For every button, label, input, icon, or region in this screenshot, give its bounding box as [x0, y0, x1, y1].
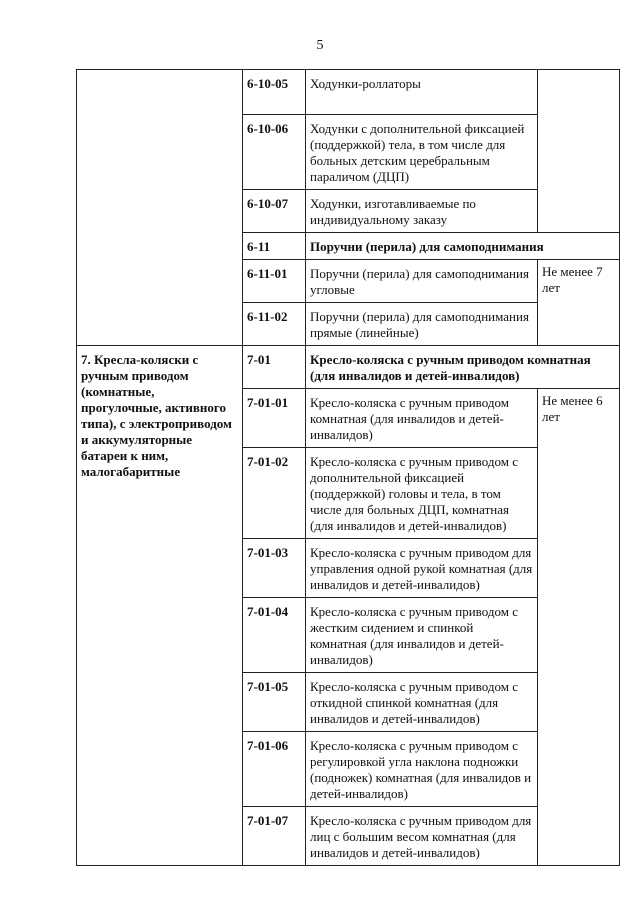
group-cell-empty [77, 70, 243, 346]
item-name: Кресло-коляска с ручным приводом для лиц с большим весом комнатная (для инвалидов и детей-инвалидов) [306, 807, 538, 866]
classification-table [76, 69, 620, 866]
item-code: 7-01-07 [243, 807, 306, 866]
item-name: Кресло-коляска с ручным приводом комнатная (для инвалидов и детей-инвалидов) [306, 346, 620, 389]
table-row [77, 70, 620, 115]
item-name: Кресло-коляска с ручным приводом с откидной спинкой комнатная (для инвалидов и детей-инвалидов) [306, 673, 538, 732]
item-code: 6-11-02 [243, 303, 306, 346]
item-code: 6-11-01 [243, 260, 306, 303]
item-code: 7-01-03 [243, 539, 306, 598]
group-cell: 7. Кресла-коляски с ручным приводом (комнатные, прогулочные, активного типа), с электроприводом и аккумуляторные батареи к ним, малогабаритные [77, 346, 243, 866]
term-cell-empty [538, 70, 620, 233]
item-name: Кресло-коляска с ручным приводом с регулировкой угла наклона подножки (подножек) комнатная (для инвалидов и детей-инвалидов) [306, 732, 538, 807]
item-name: Кресло-коляска с ручным приводом для управления одной рукой комнатная (для инвалидов и детей-инвалидов) [306, 539, 538, 598]
item-name: Поручни (перила) для самоподнимания прямые (линейные) [306, 303, 538, 346]
item-name: Кресло-коляска с ручным приводом с жестким сидением и спинкой комнатная (для инвалидов и детей-инвалидов) [306, 598, 538, 673]
item-code: 7-01 [243, 346, 306, 389]
item-name: Поручни (перила) для самоподнимания [306, 233, 620, 260]
item-name: Кресло-коляска с ручным приводом комнатная (для инвалидов и детей-инвалидов) [306, 389, 538, 448]
item-code: 6-10-07 [243, 190, 306, 233]
item-code: 6-11 [243, 233, 306, 260]
page-number: 5 [316, 38, 324, 53]
term-cell: Не менее 7 лет [538, 260, 620, 346]
item-code: 7-01-06 [243, 732, 306, 807]
item-code: 7-01-01 [243, 389, 306, 448]
item-name: Ходунки, изготавливаемые по индивидуальному заказу [306, 190, 538, 233]
term-cell: Не менее 6 лет [538, 389, 620, 866]
item-code: 7-01-05 [243, 673, 306, 732]
item-code: 7-01-04 [243, 598, 306, 673]
item-code: 6-10-05 [243, 70, 306, 115]
item-code: 6-10-06 [243, 115, 306, 190]
item-name: Кресло-коляска с ручным приводом с дополнительной фиксацией (поддержкой) головы и тела, в том числе для больных ДЦП, комнатная (для инвалидов и детей-инвалидов) [306, 448, 538, 539]
table-row [77, 346, 620, 389]
item-name: Ходунки-роллаторы [306, 70, 538, 115]
item-name: Ходунки с дополнительной фиксацией (поддержкой) тела, в том числе для больных детским церебральным параличом (ДЦП) [306, 115, 538, 190]
item-name: Поручни (перила) для самоподнимания угловые [306, 260, 538, 303]
item-code: 7-01-02 [243, 448, 306, 539]
